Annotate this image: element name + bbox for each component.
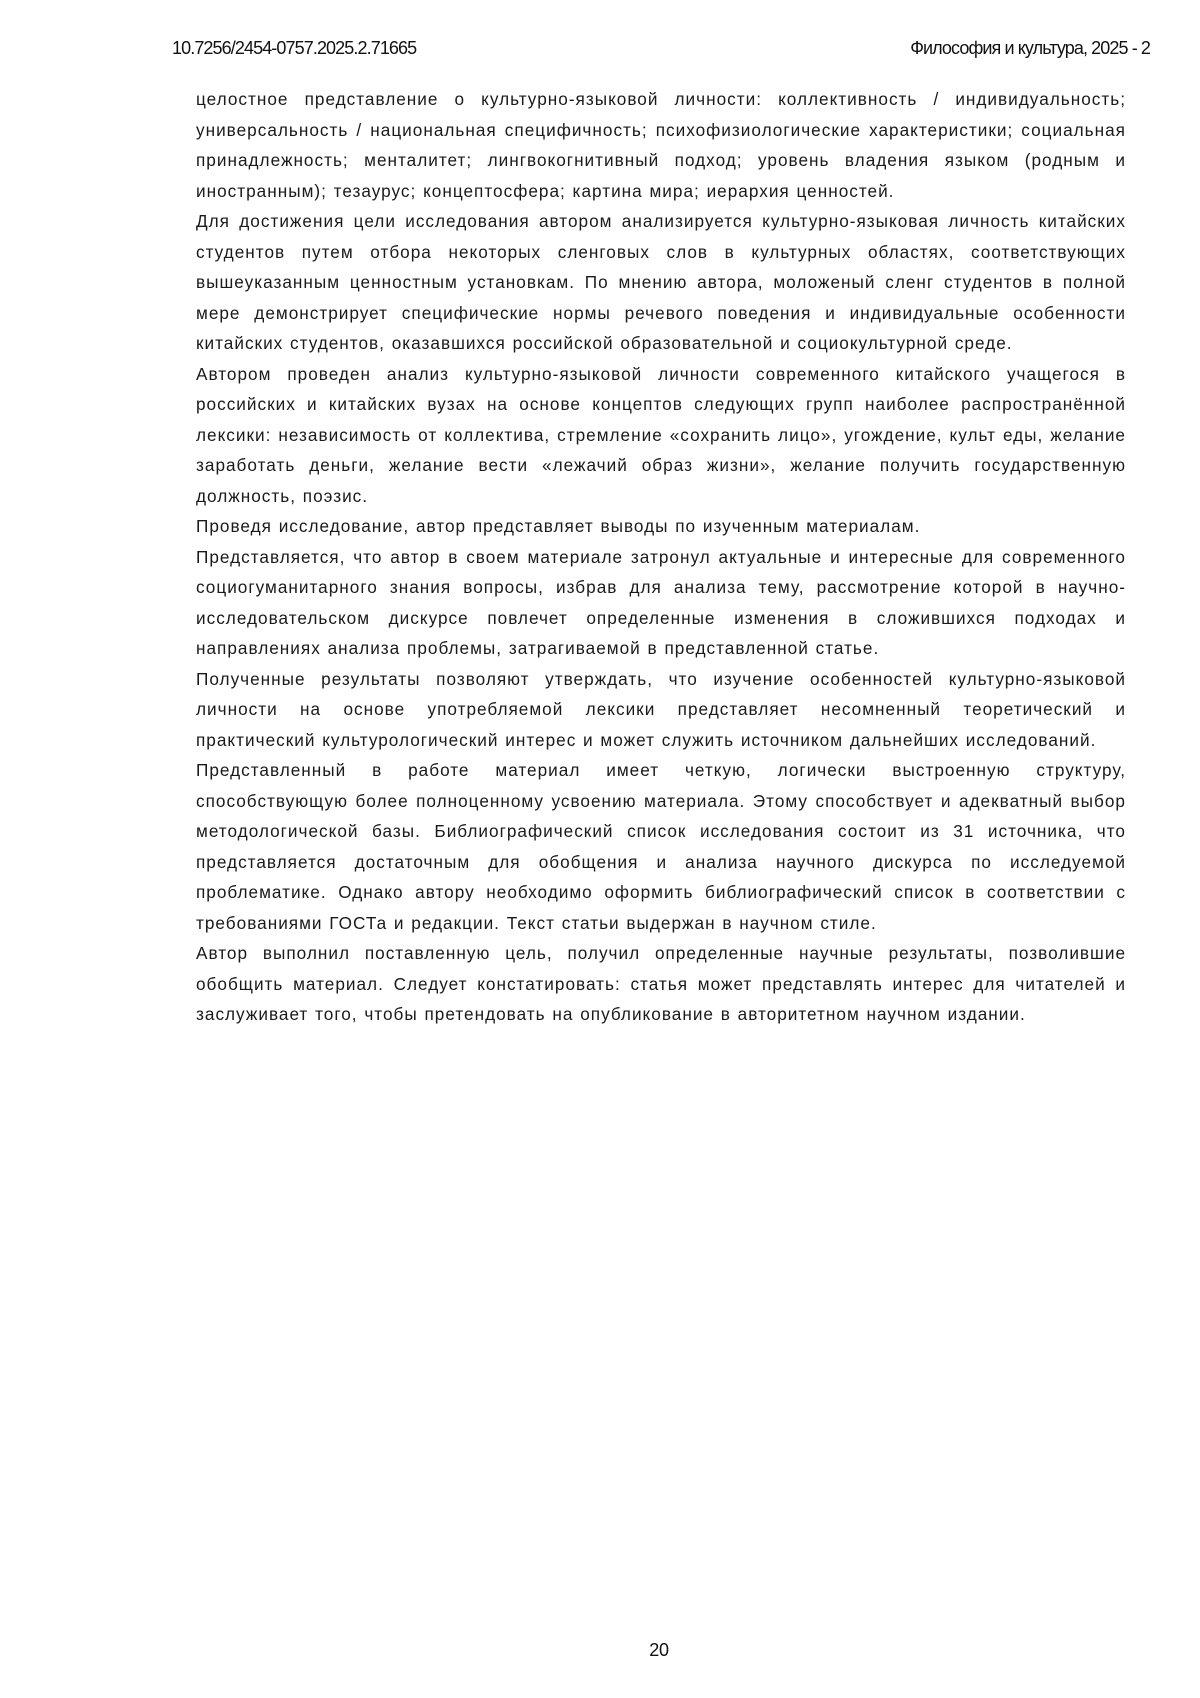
journal-title: Философия и культура, 2025 - 2	[910, 38, 1150, 59]
body-paragraph: Автор выполнил поставленную цель, получил определенные научные результаты, позволившие обобщить материал. Следует констатировать: статья может представлять интерес для читателей и заслуживает того, чтобы претендовать на опубликование в авторитетном научном издании.	[196, 938, 1126, 1030]
page-number: 20	[649, 1640, 668, 1660]
article-body	[196, 84, 1126, 1030]
body-paragraph: Представляется, что автор в своем материале затронул актуальные и интересные для современного социогуманитарного знания вопросы, избрав для анализа тему, рассмотрение которой в научно-исследовательском дискурсе повлечет определенные изменения в сложившихся подходах и направлениях анализа проблемы, затрагиваемой в представленной статье.	[196, 542, 1126, 664]
doi-label: 10.7256/2454-0757.2025.2.71665	[172, 38, 416, 59]
body-paragraph: Представленный в работе материал имеет четкую, логически выстроенную структуру, способствующую более полноценному усвоению материала. Этому способствует и адекватный выбор методологической базы. Библиографический список исследования состоит из 31 источника, что представляется достаточным для обобщения и анализа научного дискурса по исследуемой проблематике. Однако автору необходимо оформить библиографический список в соответствии с требованиями ГОСТа и редакции. Текст статьи выдержан в научном стиле.	[196, 755, 1126, 938]
body-paragraph: Проведя исследование, автор представляет выводы по изученным материалам.	[196, 511, 1126, 542]
body-paragraph: Автором проведен анализ культурно-языковой личности современного китайского учащегося в российских и китайских вузах на основе концептов следующих групп наиболее распространённой лексики: независимость от коллектива, стремление «сохранить лицо», угождение, культ еды, желание заработать деньги, желание вести «лежачий образ жизни», желание получить государственную должность, поэзис.	[196, 359, 1126, 512]
body-paragraph: Полученные результаты позволяют утверждать, что изучение особенностей культурно-языковой личности на основе употребляемой лексики представляет несомненный теоретический и практический культурологический интерес и может служить источником дальнейших исследований.	[196, 664, 1126, 756]
body-paragraph: Для достижения цели исследования автором анализируется культурно-языковая личность китайских студентов путем отбора некоторых сленговых слов в культурных областях, соответствующих вышеуказанным ценностным установкам. По мнению автора, моложеный сленг студентов в полной мере демонстрирует специфические нормы речевого поведения и индивидуальные особенности китайских студентов, оказавшихся российской образовательной и социокультурной среде.	[196, 206, 1126, 359]
page-header	[172, 36, 1150, 60]
body-paragraph: целостное представление о культурно-языковой личности: коллективность / индивидуальность; универсальность / национальная специфичность; психофизиологические характеристики; социальная принадлежность; менталитет; лингвокогнитивный подход; уровень владения языком (родным и иностранным); тезаурус; концептосфера; картина мира; иерархия ценностей.	[196, 84, 1126, 206]
page-footer	[0, 1640, 1200, 1661]
